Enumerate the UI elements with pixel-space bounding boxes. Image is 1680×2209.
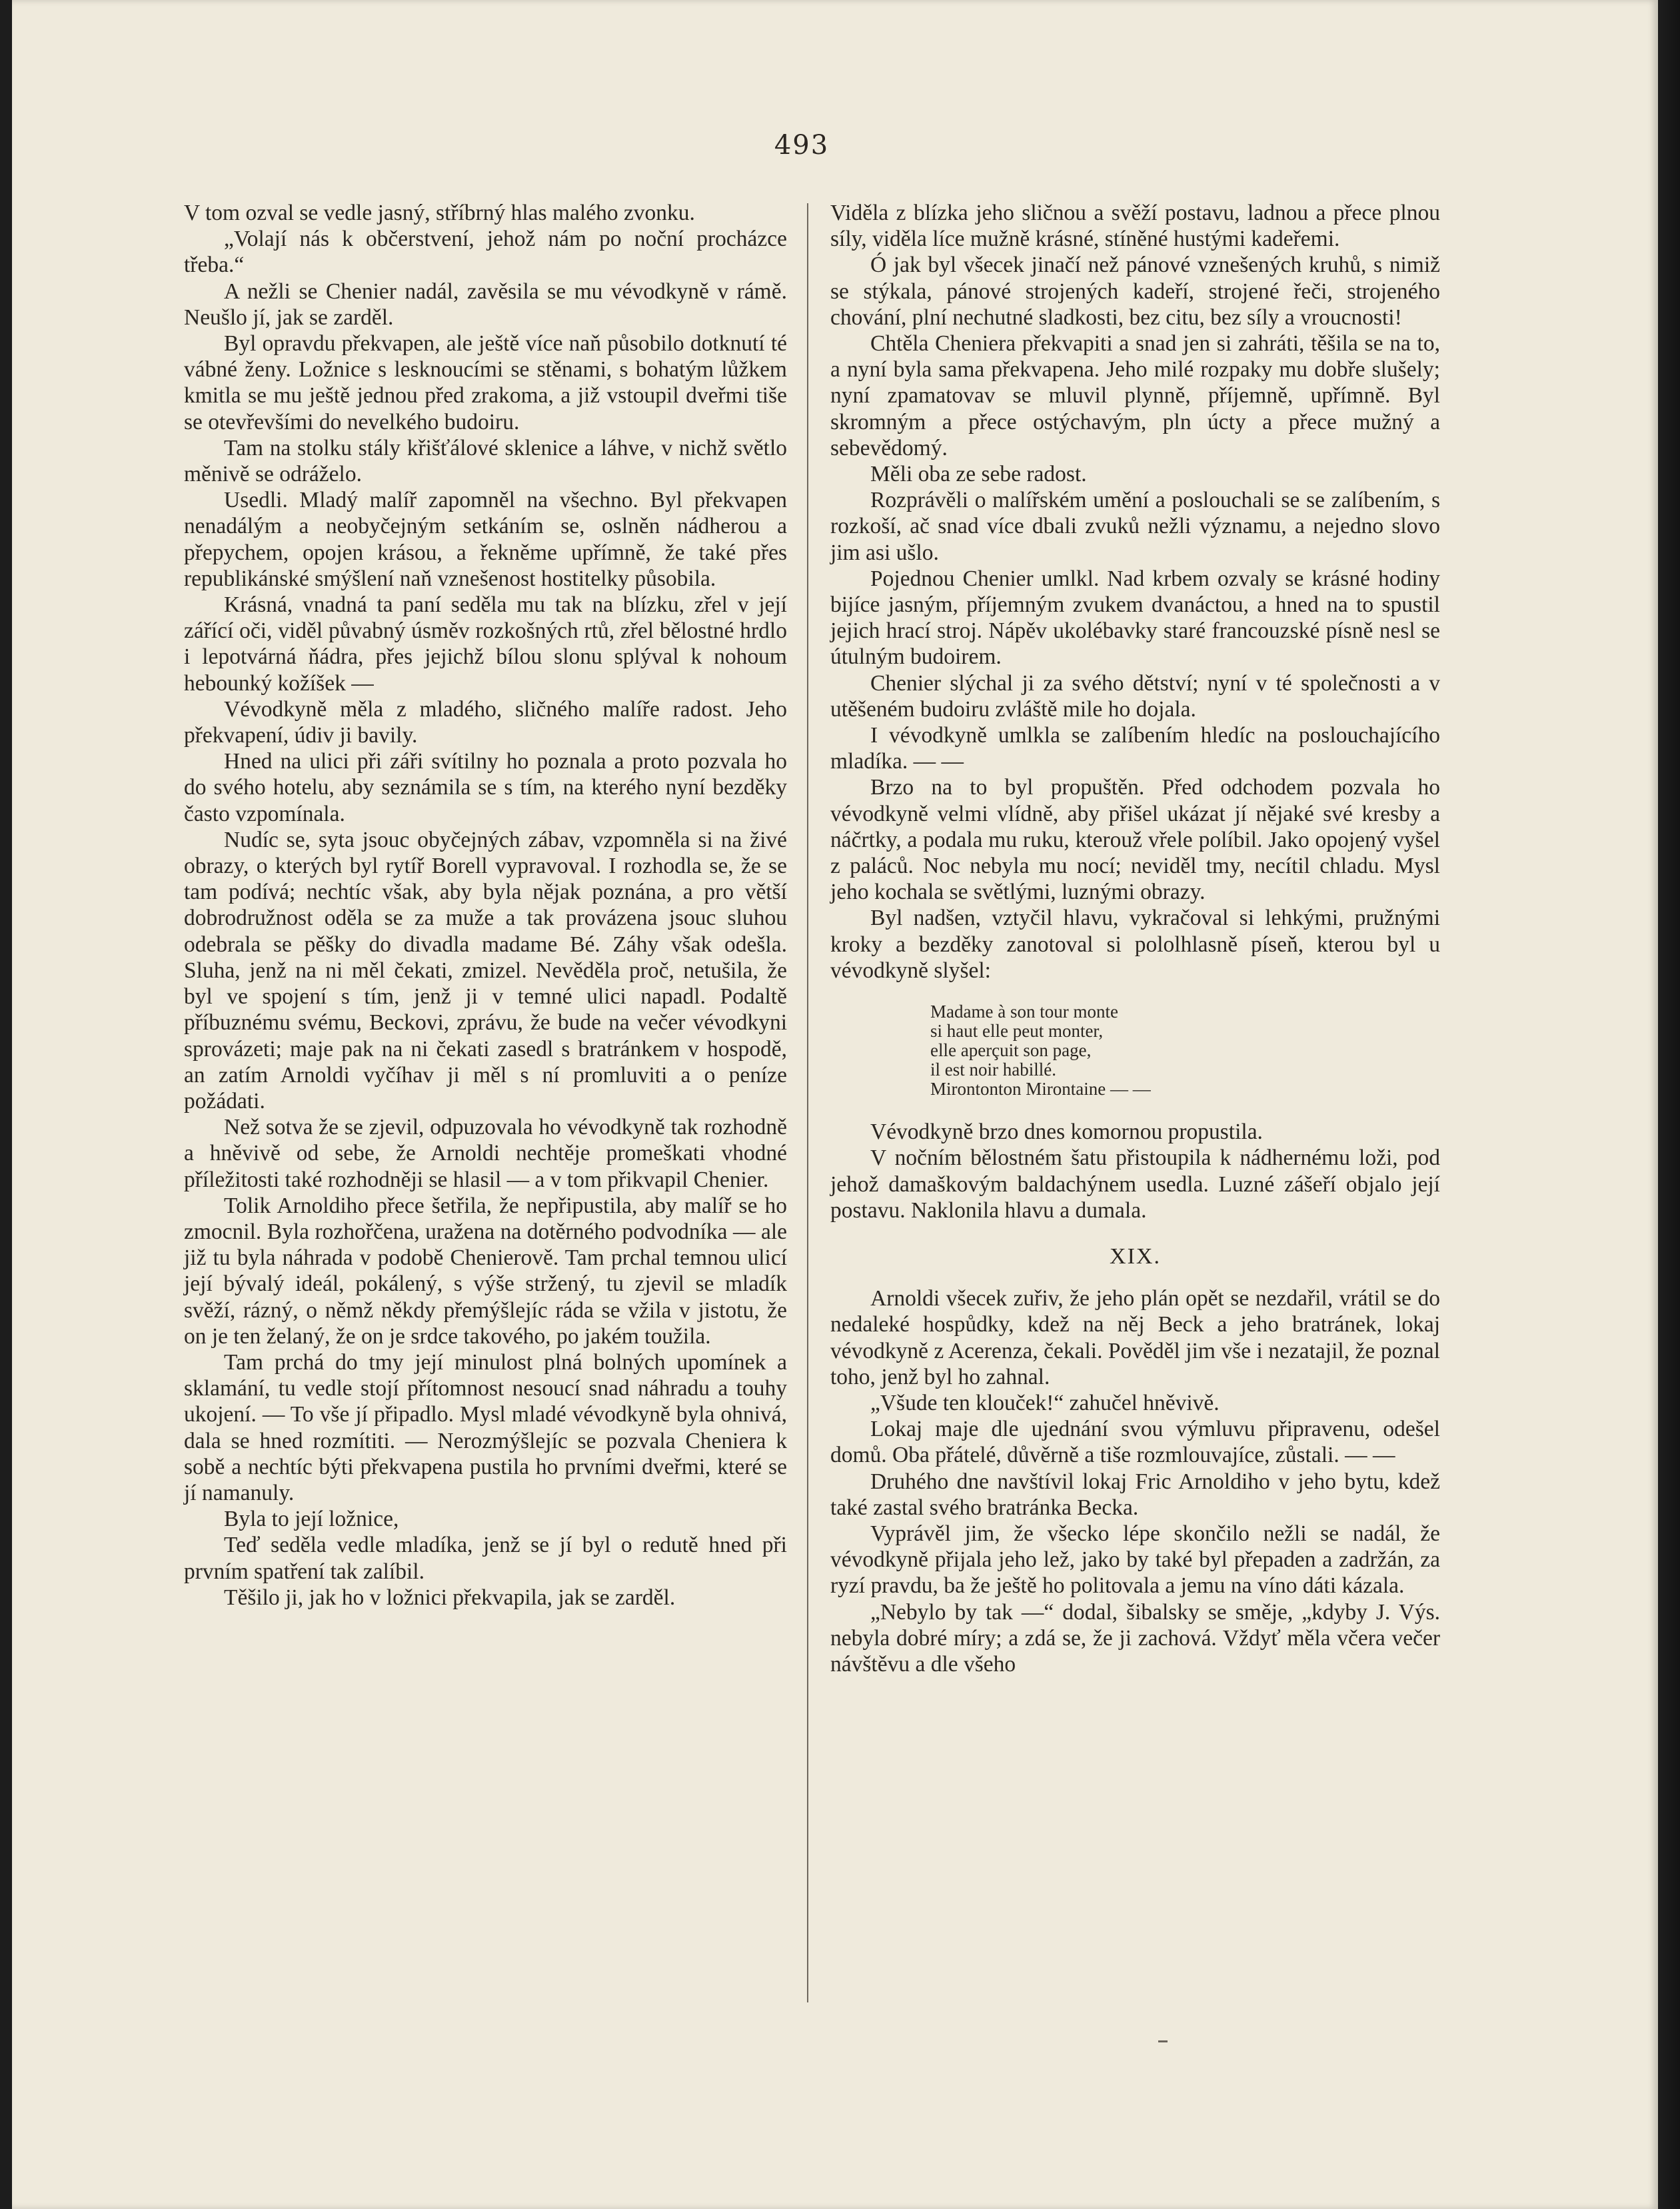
- paragraph: Byl nadšen, vztyčil hlavu, vykračoval si lehkými, pružnými kroky a bezděky zanotoval si pololhlasně píseň, kterou byl u vévodkyně slyšel:: [830, 906, 1440, 983]
- paragraph: Tam prchá do tmy její minulost plná bolných upomínek a sklamání, tu vedle stojí přítomnost nesoucí snad náhradu a touhy ukojení. — To vše jí připadlo. Mysl mladé vévodkyně byla ohnivá, dala se hned rozmítiti. — Nerozmýšlejíc se pozvala Cheniera k sobě a nechtíc býti překvapena pustila ho prvními dveřmi, které se jí namanuly.: [184, 1349, 787, 1505]
- verse-line: Mirontonton Mirontaine — —: [930, 1079, 1151, 1100]
- page-edge-shadow: [1660, 0, 1680, 2209]
- song-verse: [930, 1002, 1440, 1099]
- paragraph: Lokaj maje dle ujednání svou výmluvu připravenu, odešel domů. Oba přátelé, důvěrně a tiše rozmlouvajíce, zůstali. — —: [830, 1417, 1440, 1468]
- paragraph: „Nebylo by tak —“ dodal, šibalsky se směje, „kdyby J. Výs. nebyla dobré míry; a zdá se, že ji zachová. Vždyť měla včera večer návštěvu a dle všeho: [830, 1599, 1440, 1677]
- paragraph: Tam na stolku stály křišťálové sklenice a láhve, v nichž světlo měnivě se odráželo.: [184, 435, 787, 487]
- paragraph: Teď seděla vedle mladíka, jenž se jí byl o redutě hned při prvním spatření tak zalíbil.: [184, 1533, 787, 1584]
- book-page: [12, 0, 1658, 2209]
- verse-line: il est noir habillé.: [930, 1060, 1056, 1080]
- paragraph: Brzo na to byl propuštěn. Před odchodem pozvala ho vévodkyně velmi vlídně, aby přišel ukázat jí nějaké své kresby a náčrtky, a podala mu ruku, kterouž vřele políbil. Jako opojený vyšel z paláců. Noc nebyla mu nocí; neviděl tmy, necítil chladu. Mysl jeho kochala se světlými, luznými obrazy.: [830, 775, 1440, 905]
- paragraph: Ó jak byl všecek jinačí než pánové vznešených kruhů, s nimiž se stýkala, pánové strojených kadeří, strojené řeči, strojeného chování, plní nechutné sladkosti, bez citu, bez síly a vroucnosti!: [830, 253, 1440, 330]
- paragraph: Vyprávěl jim, že všecko lépe skončilo nežli se nadál, že vévodkyně přijala jeho lež, jako by také byl přepaden a zadržán, za ryzí pravdu, ba že ještě ho politovala a jemu na víno dáti kázala.: [830, 1521, 1440, 1599]
- paragraph: Vévodkyně brzo dnes komornou propustila.: [870, 1119, 1263, 1145]
- paragraph: A nežli se Chenier nadál, zavěsila se mu vévodkyně v rámě. Neušlo jí, jak se zarděl.: [184, 279, 787, 330]
- paragraph: Rozprávěli o malířském umění a poslouchali se se zalíbením, s rozkoší, ač snad více dbali zvuků nežli významu, a nejedno slovo jim asi ušlo.: [830, 488, 1440, 565]
- paragraph: Těšilo ji, jak ho v ložnici překvapila, jak se zarděl.: [224, 1585, 676, 1610]
- paragraph: V nočním bělostném šatu přistoupila k nádhernému loži, pod jehož damaškovým baldachýnem usedla. Luzné zášeří objalo její postavu. Naklonila hlavu a dumala.: [830, 1145, 1440, 1223]
- left-column: [184, 200, 787, 1611]
- right-column: [830, 200, 1440, 1677]
- paragraph: Než sotva že se zjevil, odpuzovala ho vévodkyně tak rozhodně a hněvivě od sebe, že Arnoldi nechtěje promeškati vhodné příležitosti také rozhodněji se hlasil — a v tom přikvapil Chenier.: [184, 1115, 787, 1192]
- paragraph: I vévodkyně umlkla se zalíbením hledíc na poslouchajícího mladíka. — —: [830, 723, 1440, 774]
- paragraph: Druhého dne navštívil lokaj Fric Arnoldiho v jeho bytu, kdež také zastal svého bratránka Becka.: [830, 1469, 1440, 1520]
- paragraph: „Všude ten klouček!“ zahučel hněvivě.: [870, 1390, 1220, 1415]
- paragraph: Usedli. Mladý malíř zapomněl na všechno. Byl překvapen nenadálým a neobyčejným setkáním se, oslněn nádherou a přepychem, opojen krásou, a řekněme upřímně, že také přes republikánské smýšlení naň vznešenost hostitelky působila.: [184, 488, 787, 591]
- paragraph: Měli oba ze sebe radost.: [870, 462, 1087, 487]
- paragraph: Vévodkyně měla z mladého, sličného malíře radost. Jeho překvapení, údiv ji bavily.: [184, 696, 787, 748]
- paragraph: „Volají nás k občerstvení, jehož nám po noční procházce třeba.“: [184, 227, 787, 278]
- paragraph: Krásná, vnadná ta paní seděla mu tak na blízku, zřel v její zářící oči, viděl půvabný úsměv rozkošných rtů, zřel bělostné hrdlo i lepotvárná ňádra, přes jejichž bílou slonu splýval k nohoum hebounký kožíšek —: [184, 592, 787, 696]
- paragraph: Byl opravdu překvapen, ale ještě více naň působilo dotknutí té vábné ženy. Ložnice s lesknoucími se stěnami, s bohatým lůžkem kmitla se mu ještě jednou před zrakoma, a již vstoupil dveřmi tiše se otevřevšími do nevelkého budoiru.: [184, 331, 787, 434]
- paragraph: Pojednou Chenier umlkl. Nad krbem ozvaly se krásné hodiny bijíce jasným, příjemným zvukem dvanáctou, a hned na to spustil jejich hrací stroj. Nápěv ukolébavky staré francouzské písně nesl se útulným budoirem.: [830, 566, 1440, 670]
- chapter-heading: XIX.: [1110, 1243, 1161, 1269]
- page-number: 493: [774, 130, 830, 161]
- paragraph: V tom ozval se vedle jasný, stříbrný hlas malého zvonku.: [184, 201, 695, 225]
- paragraph: Chenier slýchal ji za svého dětství; nyní v té společnosti a v utěšeném budoiru zvláště mile ho dojala.: [830, 670, 1440, 722]
- paragraph: Hned na ulici při záři svítilny ho poznala a proto pozvala ho do svého hotelu, aby seznámila se s tím, na kterého nyní bezděky často vzpomínala.: [184, 749, 787, 826]
- paragraph: Nudíc se, syta jsouc obyčejných zábav, vzpomněla si na živé obrazy, o kterých byl rytíř Borell vypravoval. I rozhodla se, že se tam podívá; nechtíc však, aby byla nějak poznána, a pro větší dobrodružnost oděla se za muže a tak provázena jsouc sluhou odebrala se pěšky do divadla madame Bé. Záhy však odešla. Sluha, jenž na ni měl čekati, zmizel. Nevěděla proč, netušila, že byl ve spojení s tím, jenž ji v temné ulici napadl. Podaltě příbuznému svému, Beckovi, zprávu, že bude na večer vévodkyni sprovázeti; maje pak na ni čekati zasedl s bratránkem v hospodě, an zatím Arnoldi vyčíhav ji měl s ní promluviti a o peníze požádati.: [184, 827, 787, 1113]
- paragraph: Tolik Arnoldiho přece šetřila, že nepřipustila, aby malíř se ho zmocnil. Byla rozhořčena, uražena na dotěrného podvodníka — ale již tu byla náhrada v podobě Chenierově. Tam prchal temnou ulicí její bývalý ideál, pokálený, s výše stržený, tu zjevil se mladík svěží, rázný, o němž někdy přemýšlejíc ráda se vžila v jistotu, že on je ten želaný, že on je srdce takového, po jakém toužila.: [184, 1193, 787, 1349]
- verse-line: elle aperçuit son page,: [930, 1040, 1092, 1061]
- paragraph: Viděla z blízka jeho sličnou a svěží postavu, ladnou a přece plnou síly, viděla líce mužně krásné, stíněné hustými kadeřemi.: [830, 201, 1440, 252]
- footer-mark: [1158, 2040, 1168, 2042]
- paragraph: Byla to její ložnice,: [224, 1507, 399, 1532]
- paragraph: Arnoldi všecek zuřiv, že jeho plán opět se nezdařil, vrátil se do nedaleké hospůdky, kdež na něj Beck a jeho bratránek, lokaj vévodkyně z Acerenza, čekali. Pověděl jim vše i nezatajil, že poznal toho, jenž byl ho zahnal.: [830, 1286, 1440, 1389]
- paragraph: Chtěla Cheniera překvapiti a snad jen si zahráti, těšila se na to, a nyní byla sama překvapena. Jeho milé rozpaky mu dobře slušely; nyní zpamatovav se mluvil plynně, příjemně, upřímně. Byl skromným a přece ostýchavým, pln úcty a přece mužný a sebevědomý.: [830, 331, 1440, 460]
- column-divider: [807, 203, 808, 2002]
- verse-line: si haut elle peut monter,: [930, 1021, 1104, 1042]
- verse-line: Madame à son tour monte: [930, 1002, 1118, 1022]
